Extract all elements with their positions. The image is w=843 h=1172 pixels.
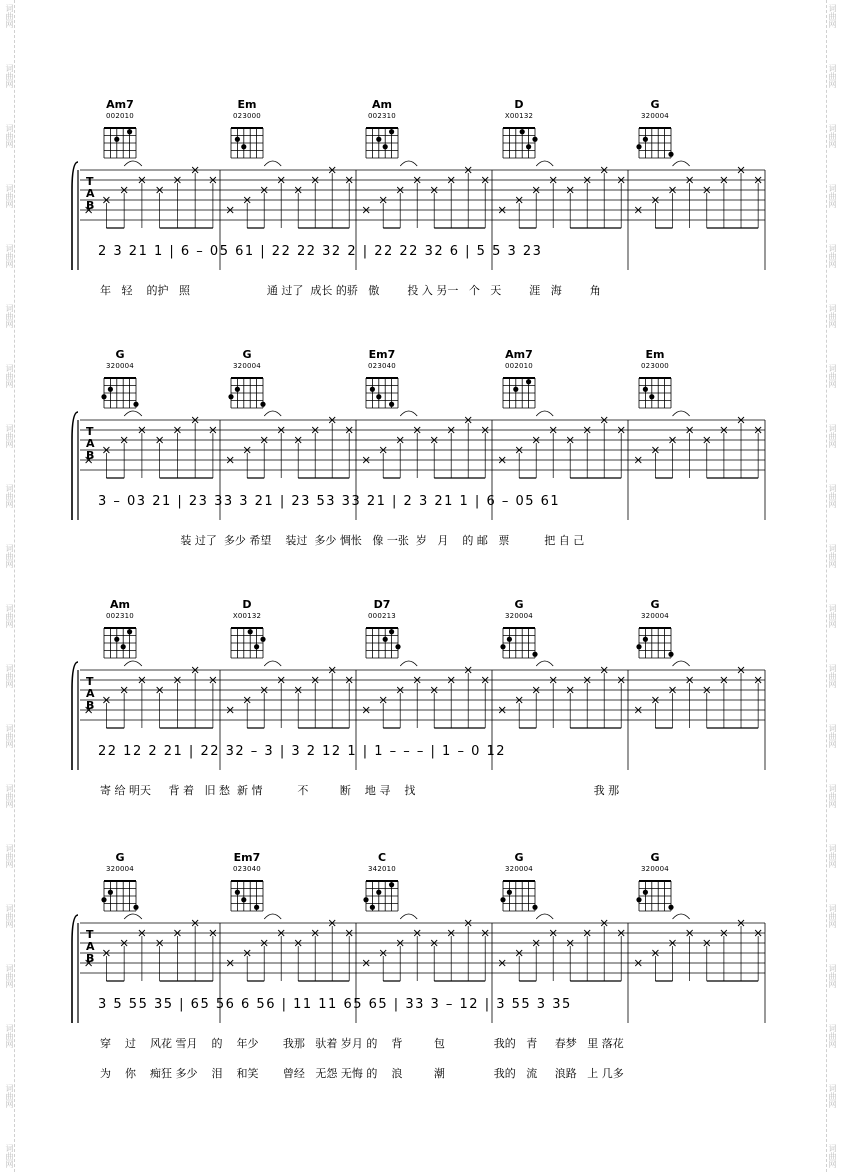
chord-finger-dot — [520, 129, 525, 134]
chord-name: Em7 — [233, 851, 261, 864]
chord-diagram — [231, 628, 266, 658]
watermark-text: 词曲网 — [5, 1024, 14, 1048]
slur-arc — [536, 914, 553, 919]
chord-finger-dot — [101, 394, 106, 399]
slur-arc — [124, 914, 142, 919]
tab-clef-letter: T — [86, 425, 94, 438]
chord-finger-dot — [133, 402, 138, 407]
chord-diagram — [228, 378, 265, 408]
chord-diagram — [231, 881, 263, 911]
watermark-text: 词曲网 — [5, 904, 14, 928]
chord-diagram — [503, 128, 538, 158]
chord-finger-dot — [636, 897, 641, 902]
tab-clef-letter: B — [86, 699, 95, 712]
chord-finger-dot — [241, 144, 246, 149]
chord-name: Am — [110, 598, 130, 611]
slur-arc — [673, 161, 690, 166]
slur-arc — [264, 914, 281, 919]
tab-clef-letter: A — [86, 687, 95, 700]
chord-fingering-code: 320004 — [505, 865, 533, 873]
slur-arc — [536, 161, 553, 166]
tab-clef-letter: B — [86, 952, 95, 965]
tab-clef-letter: T — [86, 675, 94, 688]
chord-name: Em7 — [368, 348, 396, 361]
chord-finger-dot — [383, 144, 388, 149]
chord-name: G — [115, 851, 125, 864]
watermark-text: 词曲网 — [828, 184, 837, 208]
watermark-text: 词曲网 — [828, 964, 837, 988]
chord-fingering-code: 002010 — [106, 112, 134, 120]
numbered-notation-row: 3 – 03 21 | 23 33 3 21 | 23 53 33 21 | 2 3 21 1 | 6 – 05 61 — [98, 494, 561, 509]
chord-fingering-code: 002010 — [505, 362, 533, 370]
chord-finger-dot — [395, 644, 400, 649]
watermark-text: 词曲网 — [5, 4, 14, 28]
chord-finger-dot — [649, 394, 654, 399]
watermark-text: 词曲网 — [5, 364, 14, 388]
chord-name: Am7 — [505, 348, 533, 361]
chord-fingering-code: 023000 — [641, 362, 669, 370]
chord-name: G — [650, 598, 660, 611]
slur-arc — [536, 411, 553, 416]
chord-finger-dot — [376, 137, 381, 142]
chord-diagram — [503, 378, 535, 408]
tab-clef-letter: A — [86, 187, 95, 200]
numbered-notation-row: 3 5 55 35 | 65 56 6 56 | 11 11 65 65 | 33 3 – 12 | 3 55 3 35 — [98, 997, 572, 1012]
watermark-text: 词曲网 — [5, 184, 14, 208]
watermark-text: 词曲网 — [5, 664, 14, 688]
chord-fingering-code: X00132 — [504, 112, 534, 120]
chord-finger-dot — [121, 644, 126, 649]
chord-finger-dot — [108, 890, 113, 895]
watermark-text: 词曲网 — [828, 1084, 837, 1108]
slur-arc — [673, 411, 690, 416]
chord-name: D — [514, 98, 524, 111]
chord-finger-dot — [376, 394, 381, 399]
chord-name: Am — [372, 98, 392, 111]
lyrics-row: 年 轻 的护 照 通 过了 成长 的骄 傲 投 入 另一 个 天 涯 海 角 — [100, 284, 601, 297]
chord-finger-dot — [389, 129, 394, 134]
chord-fingering-code: 342010 — [368, 865, 396, 873]
chord-finger-dot — [260, 637, 265, 642]
chord-fingering-code: 002310 — [106, 612, 134, 620]
chord-finger-dot — [668, 652, 673, 657]
chord-finger-dot — [114, 637, 119, 642]
slur-arc — [264, 161, 281, 166]
chord-name: D7 — [373, 598, 391, 611]
chord-finger-dot — [389, 882, 394, 887]
watermark-text: 词曲网 — [828, 604, 837, 628]
chord-diagram — [231, 128, 263, 158]
watermark-text: 词曲网 — [5, 1084, 14, 1108]
chord-diagram — [366, 128, 398, 158]
chord-finger-dot — [133, 905, 138, 910]
chord-finger-dot — [643, 637, 648, 642]
watermark-text: 词曲网 — [828, 1024, 837, 1048]
chord-finger-dot — [668, 905, 673, 910]
watermark-text: 词曲网 — [5, 424, 14, 448]
chord-finger-dot — [532, 137, 537, 142]
tab-clef-letter: T — [86, 175, 94, 188]
chord-finger-dot — [260, 402, 265, 407]
slur-arc — [124, 661, 142, 666]
watermark-text: 词曲网 — [5, 964, 14, 988]
chord-diagram — [639, 378, 671, 408]
chord-finger-dot — [248, 629, 253, 634]
watermark-text: 词曲网 — [828, 304, 837, 328]
chord-diagram — [636, 881, 673, 911]
chord-finger-dot — [114, 137, 119, 142]
chord-finger-dot — [370, 905, 375, 910]
chord-finger-dot — [389, 629, 394, 634]
chord-finger-dot — [254, 905, 259, 910]
chord-fingering-code: 320004 — [233, 362, 261, 370]
chord-finger-dot — [532, 652, 537, 657]
chord-name: G — [650, 851, 660, 864]
chord-diagram — [363, 881, 398, 911]
chord-finger-dot — [127, 129, 132, 134]
chord-name: C — [377, 851, 387, 864]
chord-fingering-code: 002310 — [368, 112, 396, 120]
chord-finger-dot — [636, 644, 641, 649]
watermark-text: 词曲网 — [828, 484, 837, 508]
watermark-text: 词曲网 — [5, 484, 14, 508]
tab-clef-letter: B — [86, 449, 95, 462]
slur-arc — [400, 411, 417, 416]
lyrics-row: 装 过了 多少 希望 装过 多少 惆怅 像 一张 岁 月 的 邮 票 把 自 己 — [100, 534, 585, 547]
chord-diagram — [636, 128, 673, 158]
watermark-text: 词曲网 — [5, 784, 14, 808]
numbered-notation-row: 22 12 2 21 | 22 32 – 3 | 3 2 12 1 | 1 – – – | 1 – 0 12 — [98, 744, 507, 759]
slur-arc — [400, 161, 417, 166]
slur-arc — [124, 411, 142, 416]
watermark-text: 词曲网 — [828, 424, 837, 448]
chord-name: G — [514, 851, 524, 864]
watermark-text: 词曲网 — [828, 244, 837, 268]
tab-clef-letter: T — [86, 928, 94, 941]
chord-fingering-code: 000213 — [368, 612, 396, 620]
watermark-text: 词曲网 — [5, 244, 14, 268]
watermark-text: 词曲网 — [828, 844, 837, 868]
chord-diagram — [104, 128, 136, 158]
chord-name: Em — [645, 348, 665, 361]
chord-name: Am7 — [106, 98, 134, 111]
slur-arc — [400, 914, 417, 919]
chord-diagram — [101, 881, 138, 911]
chord-finger-dot — [235, 137, 240, 142]
tab-clef-letter: A — [86, 940, 95, 953]
system-brace — [72, 662, 78, 770]
watermark-text: 词曲网 — [828, 544, 837, 568]
watermark-text: 词曲网 — [828, 4, 837, 28]
tab-clef-letter: A — [86, 437, 95, 450]
chord-fingering-code: 320004 — [106, 865, 134, 873]
chord-fingering-code: 023000 — [233, 112, 261, 120]
chord-finger-dot — [376, 890, 381, 895]
chord-finger-dot — [507, 890, 512, 895]
chord-finger-dot — [500, 644, 505, 649]
watermark-text: 词曲网 — [828, 124, 837, 148]
chord-finger-dot — [643, 137, 648, 142]
watermark-text: 词曲网 — [828, 784, 837, 808]
chord-finger-dot — [668, 152, 673, 157]
chord-diagram — [366, 378, 398, 408]
chord-diagram — [636, 628, 673, 658]
watermark-text: 词曲网 — [5, 724, 14, 748]
system-brace — [72, 412, 78, 520]
watermark-text: 词曲网 — [5, 64, 14, 88]
chord-diagram — [104, 628, 136, 658]
chord-fingering-code: 023040 — [368, 362, 396, 370]
chord-finger-dot — [370, 387, 375, 392]
chord-finger-dot — [235, 890, 240, 895]
chord-finger-dot — [500, 897, 505, 902]
chord-finger-dot — [254, 644, 259, 649]
chord-name: G — [242, 348, 252, 361]
chord-finger-dot — [507, 637, 512, 642]
chord-fingering-code: X00132 — [232, 612, 262, 620]
chord-diagram — [366, 628, 401, 658]
lyrics-row: 穿 过 风花 雪月 的 年少 我那 驮着 岁月 的 背 包 我的 青 春梦 里 落花 — [100, 1037, 624, 1050]
chord-fingering-code: 320004 — [106, 362, 134, 370]
chord-diagram — [500, 881, 537, 911]
chord-finger-dot — [643, 890, 648, 895]
chord-fingering-code: 320004 — [641, 865, 669, 873]
watermark-text: 词曲网 — [828, 664, 837, 688]
lyrics-row: 为 你 痴狂 多少 泪 和笑 曾经 无怨 无悔 的 浪 潮 我的 流 浪路 上 几多 — [100, 1067, 624, 1080]
slur-arc — [673, 661, 690, 666]
slur-arc — [536, 661, 553, 666]
chord-name: Em — [237, 98, 257, 111]
chord-finger-dot — [532, 905, 537, 910]
chord-name: D — [242, 598, 252, 611]
watermark-text: 词曲网 — [828, 904, 837, 928]
tab-clef-letter: B — [86, 199, 95, 212]
chord-fingering-code: 320004 — [641, 112, 669, 120]
chord-name: G — [650, 98, 660, 111]
watermark-text: 词曲网 — [5, 304, 14, 328]
watermark-text: 词曲网 — [5, 544, 14, 568]
chord-finger-dot — [513, 387, 518, 392]
slur-arc — [673, 914, 690, 919]
chord-finger-dot — [241, 897, 246, 902]
chord-finger-dot — [383, 637, 388, 642]
chord-finger-dot — [636, 144, 641, 149]
lyrics-row: 寄 给 明天 背 着 旧 愁 新 情 不 断 地 寻 找 我 那 — [100, 784, 620, 797]
watermark-text: 词曲网 — [828, 724, 837, 748]
chord-diagram — [500, 628, 537, 658]
chord-fingering-code: 320004 — [641, 612, 669, 620]
chord-finger-dot — [101, 897, 106, 902]
numbered-notation-row: 2 3 21 1 | 6 – 05 61 | 22 22 32 2 | 22 22 32 6 | 5 5 3 23 — [98, 244, 543, 259]
chord-finger-dot — [643, 387, 648, 392]
chord-finger-dot — [363, 897, 368, 902]
system-brace — [72, 915, 78, 1023]
chord-name: G — [115, 348, 125, 361]
watermark-text: 词曲网 — [5, 844, 14, 868]
chord-finger-dot — [127, 629, 132, 634]
chord-fingering-code: 023040 — [233, 865, 261, 873]
system-brace — [72, 162, 78, 270]
chord-finger-dot — [526, 379, 531, 384]
watermark-text: 词曲网 — [828, 364, 837, 388]
slur-arc — [400, 661, 417, 666]
chord-finger-dot — [389, 402, 394, 407]
slur-arc — [124, 161, 142, 166]
watermark-text: 词曲网 — [828, 1144, 837, 1168]
chord-diagram — [101, 378, 138, 408]
watermark-text: 词曲网 — [828, 64, 837, 88]
watermark-text: 词曲网 — [5, 124, 14, 148]
slur-arc — [264, 411, 281, 416]
chord-finger-dot — [526, 144, 531, 149]
chord-finger-dot — [228, 394, 233, 399]
watermark-text: 词曲网 — [5, 1144, 14, 1168]
watermark-text: 词曲网 — [5, 604, 14, 628]
chord-finger-dot — [108, 387, 113, 392]
slur-arc — [264, 661, 281, 666]
chord-fingering-code: 320004 — [505, 612, 533, 620]
chord-finger-dot — [235, 387, 240, 392]
chord-name: G — [514, 598, 524, 611]
